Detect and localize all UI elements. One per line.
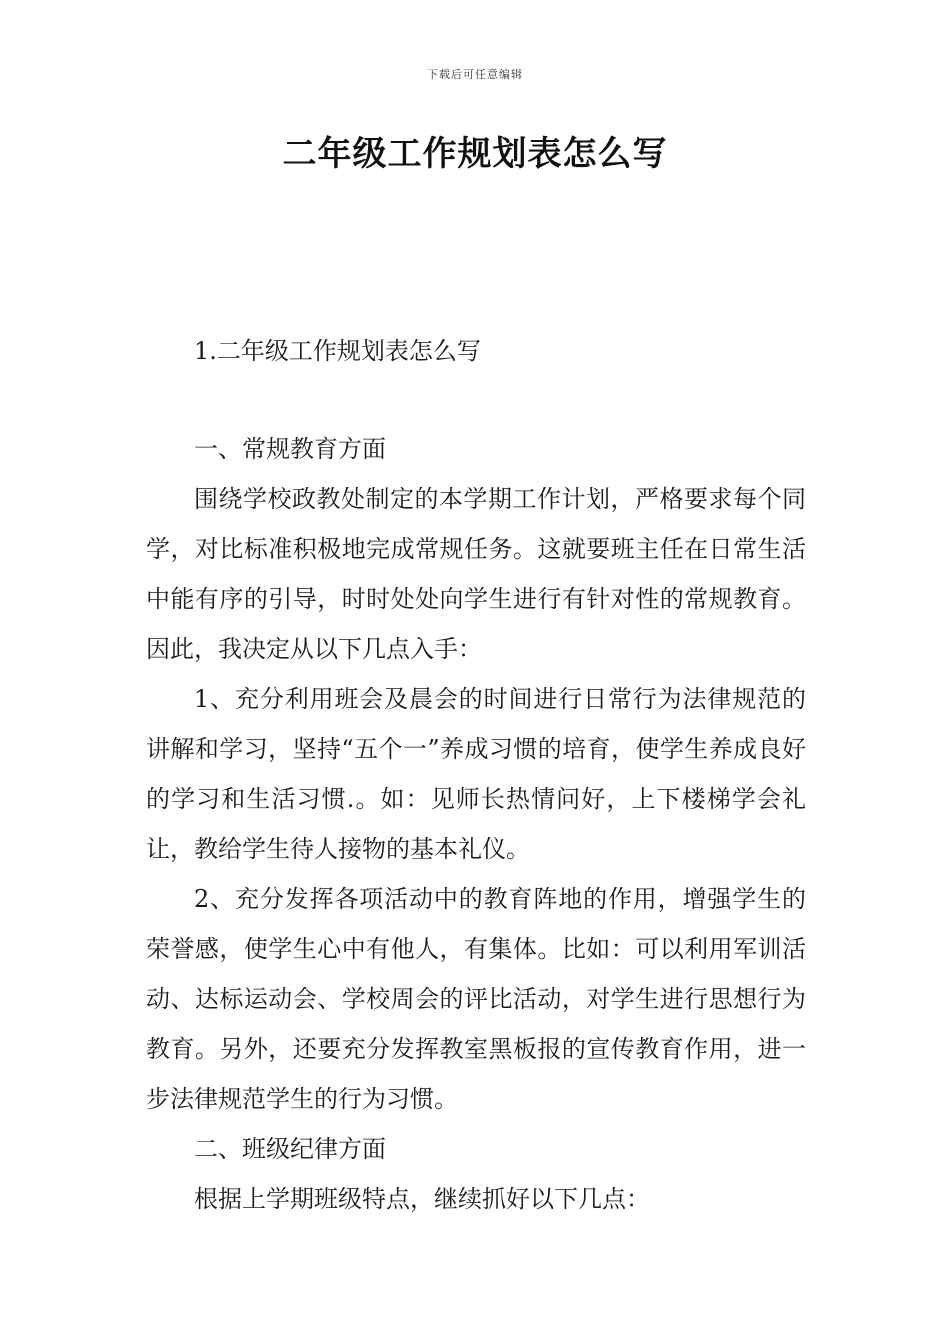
paragraph-item-1: 1、充分利用班会及晨会的时间进行日常行为法律规范的讲解和学习，坚持“五个一”养成习惯的培育，使学生养成良好的学习和生活习惯.。如：见师长热情问好，上下楼梯学会礼让，教给学生待人接物的基本礼仪。 [146, 685, 806, 863]
paragraph-heading-discipline: 二、班级纪律方面 [194, 1135, 386, 1163]
header-note: 下载后可任意编辑 [427, 68, 523, 81]
paragraph-heading-routine: 一、常规教育方面 [194, 435, 386, 463]
paragraph-discipline-intro: 根据上学期班级特点，继续抓好以下几点： [194, 1185, 650, 1213]
paragraph-intro: 围绕学校政教处制定的本学期工作计划，严格要求每个同学，对比标准积极地完成常规任务。这就要班主任在日常生活中能有序的引导，时时处处向学生进行有针对性的常规教育。因此，我决定从以下几点入手： [146, 485, 806, 663]
paragraph-item-2: 2、充分发挥各项活动中的教育阵地的作用，增强学生的荣誉感，使学生心中有他人，有集体。比如：可以利用军训活动、达标运动会、学校周会的评比活动，对学生进行思想行为教育。另外，还要充分发挥教室黑板报的宣传教育作用，进一步法律规范学生的行为习惯。 [146, 885, 806, 1113]
document-body [146, 424, 806, 1224]
document-title: 二年级工作规划表怎么写 [282, 134, 668, 174]
section-title: 1.二年级工作规划表怎么写 [194, 337, 481, 365]
